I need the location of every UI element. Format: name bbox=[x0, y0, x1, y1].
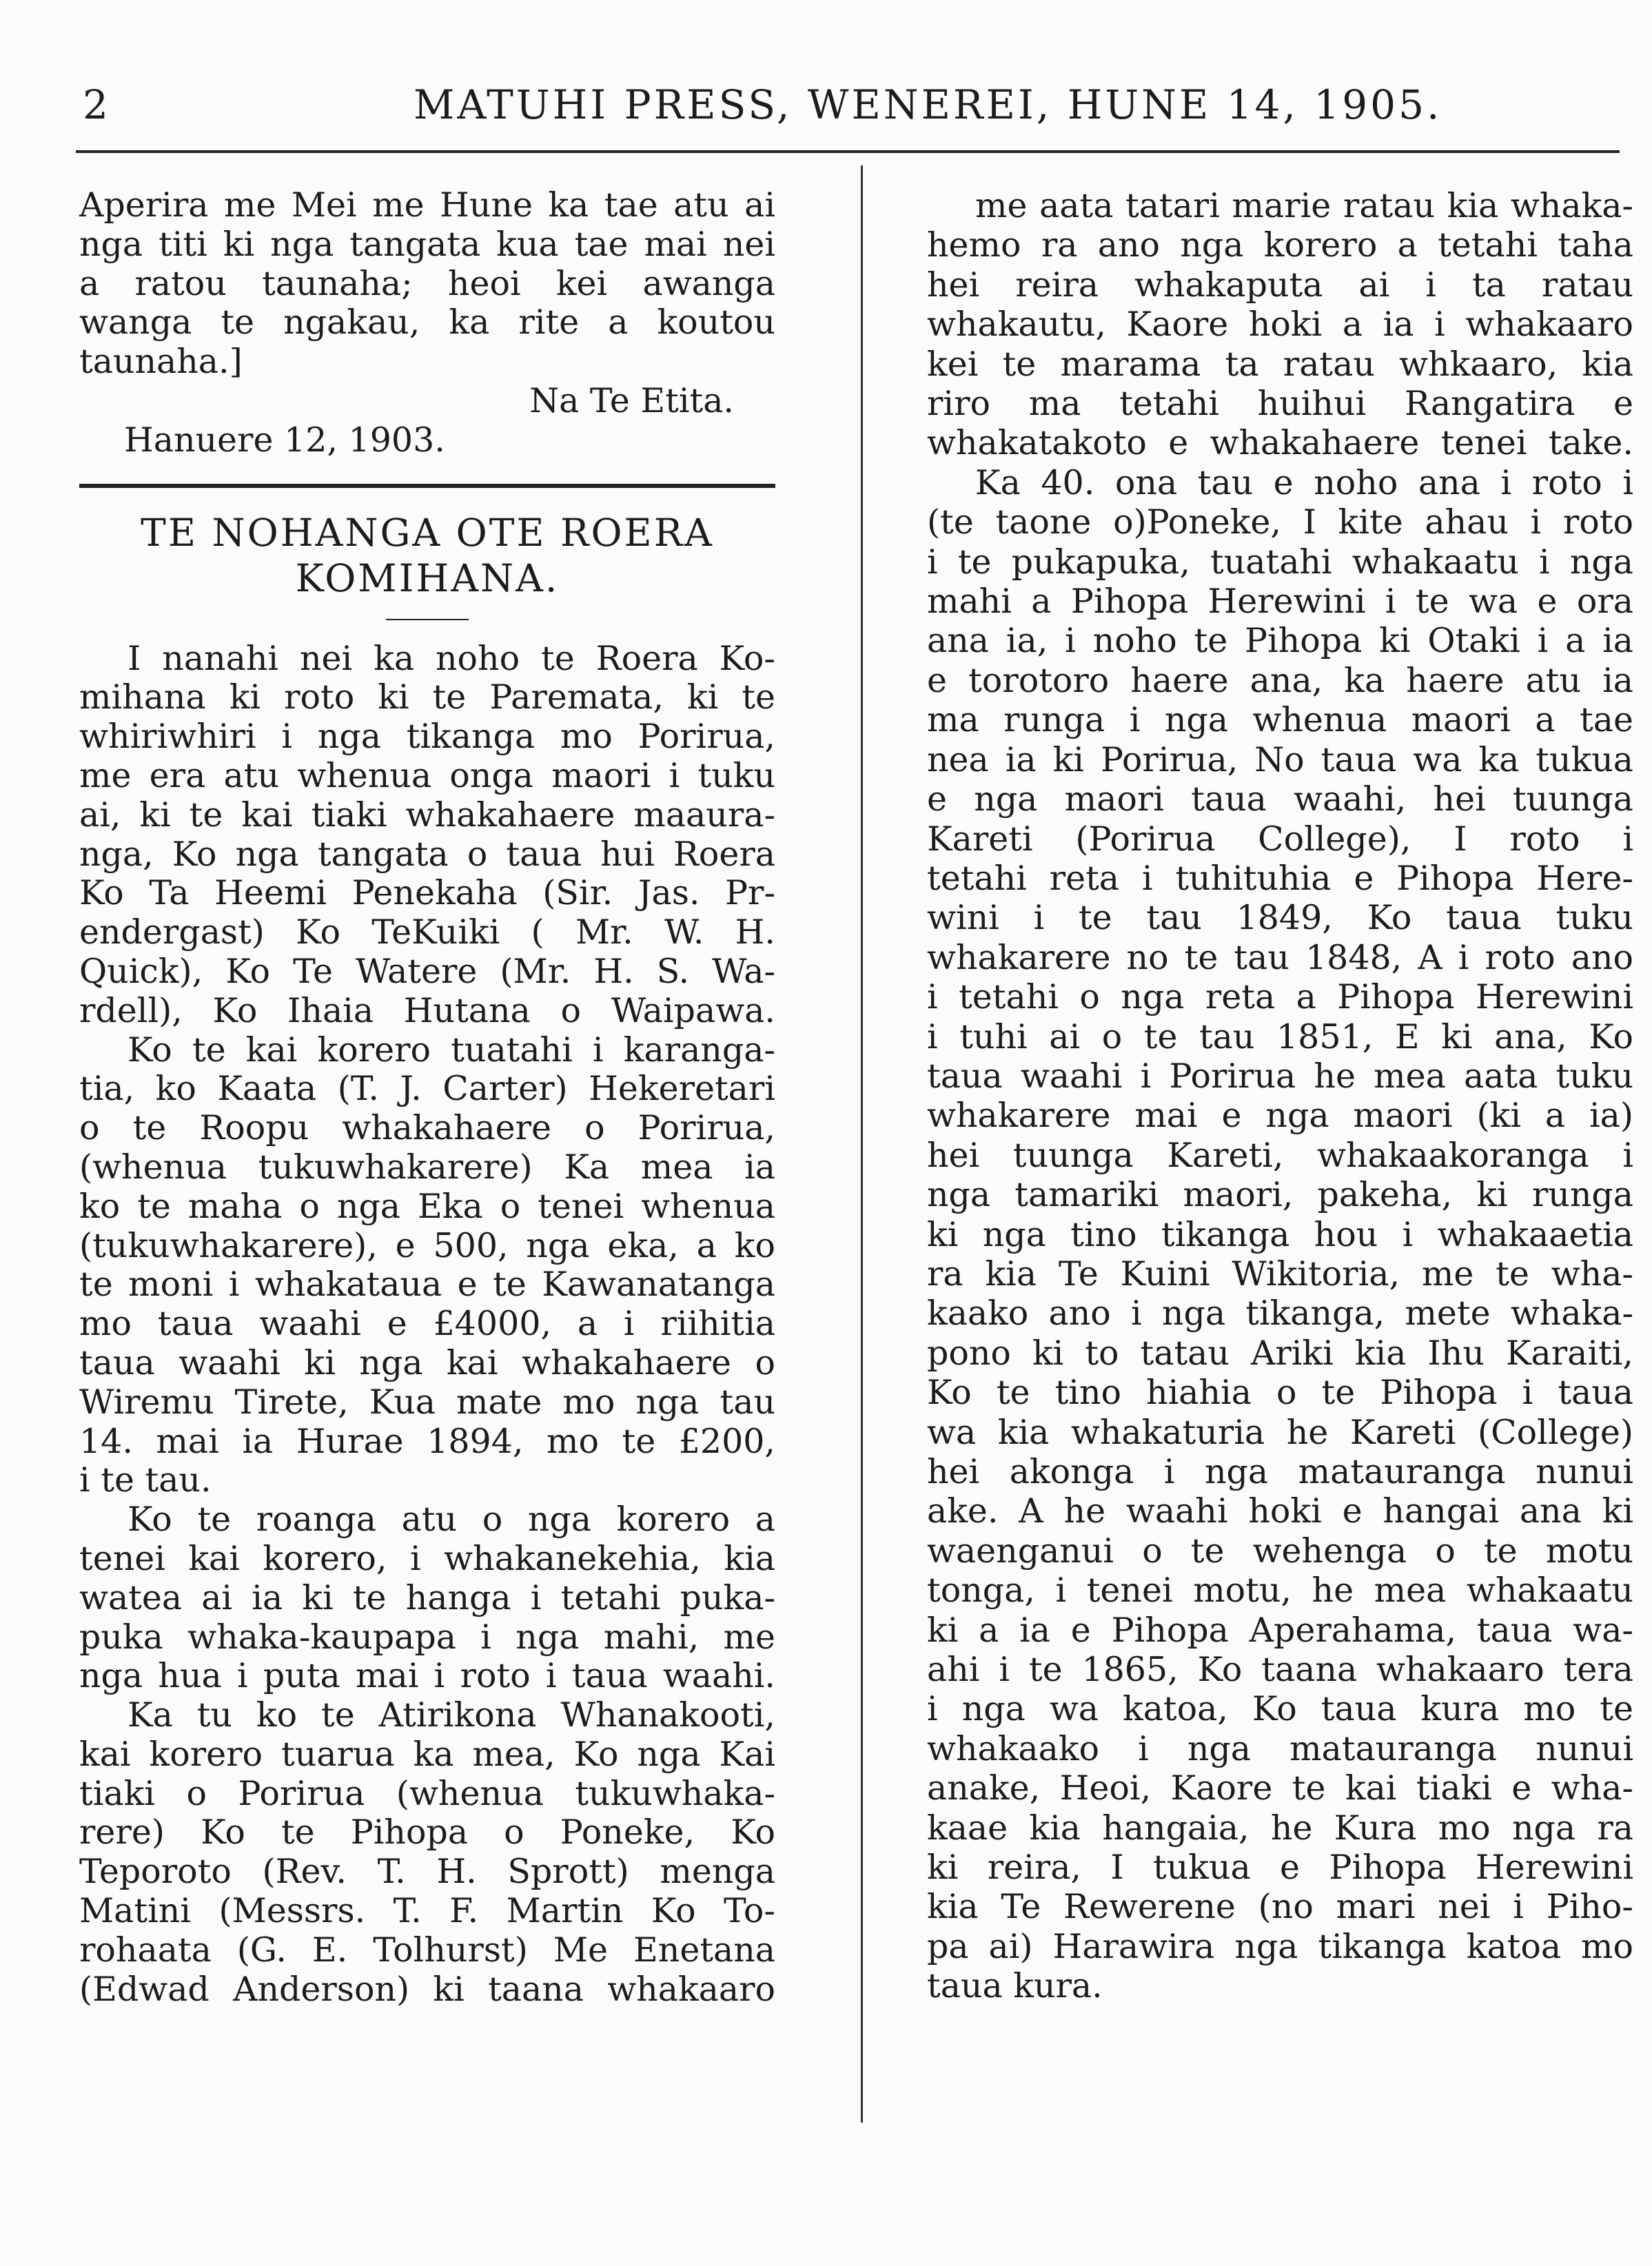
text-line: rere) Ko te Pihopa o Poneke, Ko bbox=[79, 1813, 775, 1852]
text-line: (tukuwhakarere), e 500, nga eka, a ko bbox=[79, 1225, 775, 1265]
text-line: whakarere mai e nga maori (ki a ia) bbox=[927, 1096, 1633, 1136]
text-line: ki a ia e Pihopa Aperahama, taua wa- bbox=[927, 1610, 1633, 1650]
text-line: nga titi ki nga tangata kua tae mai nei bbox=[79, 224, 775, 264]
text-line: waenganui o te wehenga o te motu bbox=[927, 1531, 1633, 1571]
text-line: kaako ano i nga tikanga, mete whaka- bbox=[927, 1294, 1633, 1334]
text-line: ana ia, i noho te Pihopa ki Otaki i a ia bbox=[927, 621, 1633, 661]
right-column bbox=[927, 186, 1633, 2006]
header-rule bbox=[76, 150, 1620, 153]
text-line: puka whaka-kaupapa i nga mahi, me bbox=[79, 1617, 775, 1657]
text-line: pono ki to tatau Ariki kia Ihu Karaiti, bbox=[927, 1333, 1633, 1373]
text-line: Wiremu Tirete, Kua mate mo nga tau bbox=[79, 1382, 775, 1422]
text-line: taua waahi ki nga kai whakahaere o bbox=[79, 1343, 775, 1382]
text-line: te moni i whakataua e te Kawanatanga bbox=[79, 1265, 775, 1305]
page-header bbox=[0, 81, 1652, 136]
text-line: hemo ra ano nga korero a tetahi taha bbox=[927, 225, 1633, 265]
text-line: Ko Ta Heemi Penekaha (Sir. Jas. Pr- bbox=[79, 873, 775, 913]
text-line: Ka tu ko te Atirikona Whanakooti, bbox=[128, 1695, 775, 1735]
text-line: kia Te Rewerene (no mari nei i Piho- bbox=[927, 1887, 1633, 1927]
running-head: MATUHI PRESS, WENEREI, HUNE 14, 1905. bbox=[414, 81, 1442, 128]
text-line: i tuhi ai o te tau 1851, E ki ana, Ko bbox=[927, 1017, 1633, 1057]
text-line: taua kura. bbox=[927, 1966, 1103, 2006]
text-line: whakautu, Kaore hoki a ia i whakaaro bbox=[927, 305, 1633, 345]
text-line: kei te marama ta ratau whkaaro, kia bbox=[927, 344, 1633, 384]
text-line: ahi i te 1865, Ko taana whakaaro tera bbox=[927, 1650, 1633, 1690]
text-line: ake. A he waahi hoki e hangai ana ki bbox=[927, 1491, 1633, 1531]
text-line: (whenua tukuwhakarere) Ka mea ia bbox=[79, 1147, 775, 1187]
column-divider bbox=[861, 165, 863, 2123]
paragraph bbox=[927, 463, 1633, 2006]
text-line: rohaata (G. E. Tolhurst) Me Enetana bbox=[79, 1930, 775, 1970]
text-line: ko te maha o nga Eka o tenei whenua bbox=[79, 1186, 775, 1226]
text-line: e nga maori taua waahi, hei tuunga bbox=[927, 779, 1633, 819]
text-line: Kareti (Porirua College), I roto i bbox=[927, 819, 1633, 859]
text-line: nga hua i puta mai i roto i taua waahi. bbox=[79, 1656, 775, 1696]
text-line: hei reira whakaputa ai i ta ratau bbox=[927, 265, 1633, 305]
text-line: wanga te ngakau, ka rite a koutou bbox=[79, 303, 775, 343]
text-line: Matini (Messrs. T. F. Martin Ko To- bbox=[79, 1891, 775, 1931]
text-line: kaae kia hangaia, he Kura mo nga ra bbox=[927, 1808, 1633, 1848]
text-line: anake, Heoi, Kaore te kai tiaki e wha- bbox=[927, 1768, 1633, 1808]
text-line: hei akonga i nga matauranga nunui bbox=[927, 1452, 1633, 1491]
text-line: rdell), Ko Ihaia Hutana o Waipawa. bbox=[79, 990, 775, 1030]
text-line: i tetahi o nga reta a Pihopa Herewini bbox=[927, 977, 1633, 1017]
text-line: ra kia Te Kuini Wikitoria, me te wha- bbox=[927, 1254, 1633, 1294]
text-line: taunaha.] bbox=[79, 342, 243, 382]
text-line: i te tau. bbox=[79, 1460, 212, 1500]
text-line: o te Roopu whakahaere o Porirua, bbox=[79, 1108, 775, 1148]
paragraph bbox=[927, 186, 1633, 463]
page-number: 2 bbox=[83, 81, 110, 128]
article-title: KOMIHANA. bbox=[295, 555, 560, 600]
text-line: mo taua waahi e £4000, a i riihitia bbox=[79, 1304, 775, 1344]
editor-signature: Na Te Etita. bbox=[529, 380, 734, 420]
text-line: ki nga tino tikanga hou i whakaaetia bbox=[927, 1214, 1633, 1254]
text-line: tia, ko Kaata (T. J. Carter) Hekeretari bbox=[79, 1069, 775, 1109]
text-line: tiaki o Porirua (whenua tukuwhaka- bbox=[79, 1773, 775, 1813]
text-line: tenei kai korero, i whakanekehia, kia bbox=[79, 1538, 775, 1578]
text-line: (Edwad Anderson) ki taana whakaaro bbox=[79, 1969, 775, 2009]
text-line: Aperira me Mei me Hune ka tae atu ai bbox=[79, 185, 775, 225]
paragraph bbox=[79, 640, 775, 1031]
text-line: Ka 40. ona tau e noho ana i roto i bbox=[975, 462, 1633, 502]
text-line: nea ia ki Porirua, No taua wa ka tukua bbox=[927, 739, 1633, 779]
left-column bbox=[79, 186, 775, 2009]
paragraph bbox=[79, 1031, 775, 1501]
text-line: tetahi reta i tuhituhia e Pihopa Here- bbox=[927, 858, 1633, 898]
text-line: whakatakoto e whakahaere tenei take. bbox=[927, 423, 1633, 463]
text-line: ki reira, I tukua e Pihopa Herewini bbox=[927, 1848, 1633, 1888]
title-rule bbox=[386, 619, 469, 620]
text-line: i te pukapuka, tuatahi whakaatu i nga bbox=[927, 542, 1633, 582]
section-rule bbox=[79, 484, 775, 488]
intro-paragraph bbox=[79, 186, 775, 382]
text-line: whiriwhiri i nga tikanga mo Porirua, bbox=[79, 717, 775, 757]
text-line: ai, ki te kai tiaki whakahaere maaura- bbox=[79, 795, 775, 835]
text-line: mahi a Pihopa Herewini i te wa e ora bbox=[927, 582, 1633, 622]
text-line: I nanahi nei ka noho te Roera Ko- bbox=[128, 638, 775, 678]
text-line: e torotoro haere ana, ka haere atu ia bbox=[927, 660, 1633, 700]
text-line: me era atu whenua onga maori i tuku bbox=[79, 755, 775, 795]
article-title: TE NOHANGA OTE ROERA bbox=[141, 510, 714, 555]
text-line: Ko te roanga atu o nga korero a bbox=[128, 1500, 775, 1540]
paragraph bbox=[79, 1500, 775, 1696]
text-line: hei tuunga Kareti, whakaakoranga i bbox=[927, 1135, 1633, 1175]
text-line: whakaako i nga matauranga nunui bbox=[927, 1728, 1633, 1768]
text-line: taua waahi i Porirua he mea aata tuku bbox=[927, 1056, 1633, 1096]
text-line: Ko te tino hiahia o te Pihopa i taua bbox=[927, 1373, 1633, 1413]
text-line: Quick), Ko Te Watere (Mr. H. S. Wa- bbox=[79, 951, 775, 991]
text-line: i nga wa katoa, Ko taua kura mo te bbox=[927, 1689, 1633, 1729]
text-line: a ratou taunaha; heoi kei awanga bbox=[79, 263, 775, 303]
text-line: whakarere no te tau 1848, A i roto ano bbox=[927, 937, 1633, 977]
paragraph bbox=[79, 1696, 775, 2009]
text-line: mihana ki roto ki te Paremata, ki te bbox=[79, 677, 775, 717]
text-line: riro ma tetahi huihui Rangatira e bbox=[927, 384, 1633, 424]
text-line: wa kia whakaturia he Kareti (College) bbox=[927, 1412, 1633, 1452]
text-line: endergast) Ko TeKuiki ( Mr. W. H. bbox=[79, 912, 775, 952]
text-line: kai korero tuarua ka mea, Ko nga Kai bbox=[79, 1734, 775, 1774]
letter-date: Hanuere 12, 1903. bbox=[124, 420, 445, 460]
text-line: me aata tatari marie ratau kia whaka- bbox=[975, 186, 1633, 225]
text-line: wini i te tau 1849, Ko taua tuku bbox=[927, 898, 1633, 938]
text-line: pa ai) Harawira nga tikanga katoa mo bbox=[927, 1926, 1633, 1966]
text-line: nga, Ko nga tangata o taua hui Roera bbox=[79, 834, 775, 874]
text-line: nga tamariki maori, pakeha, ki runga bbox=[927, 1175, 1633, 1215]
text-line: (te taone o)Poneke, I kite ahau i roto bbox=[927, 502, 1633, 542]
text-line: watea ai ia ki te hanga i tetahi puka- bbox=[79, 1578, 775, 1617]
text-line: ma runga i nga whenua maori a tae bbox=[927, 700, 1633, 740]
text-line: 14. mai ia Hurae 1894, mo te £200, bbox=[79, 1421, 775, 1461]
text-line: Teporoto (Rev. T. H. Sprott) menga bbox=[79, 1852, 775, 1892]
text-line: tonga, i tenei motu, he mea whakaatu bbox=[927, 1571, 1633, 1611]
text-line: Ko te kai korero tuatahi i karanga- bbox=[128, 1030, 775, 1070]
